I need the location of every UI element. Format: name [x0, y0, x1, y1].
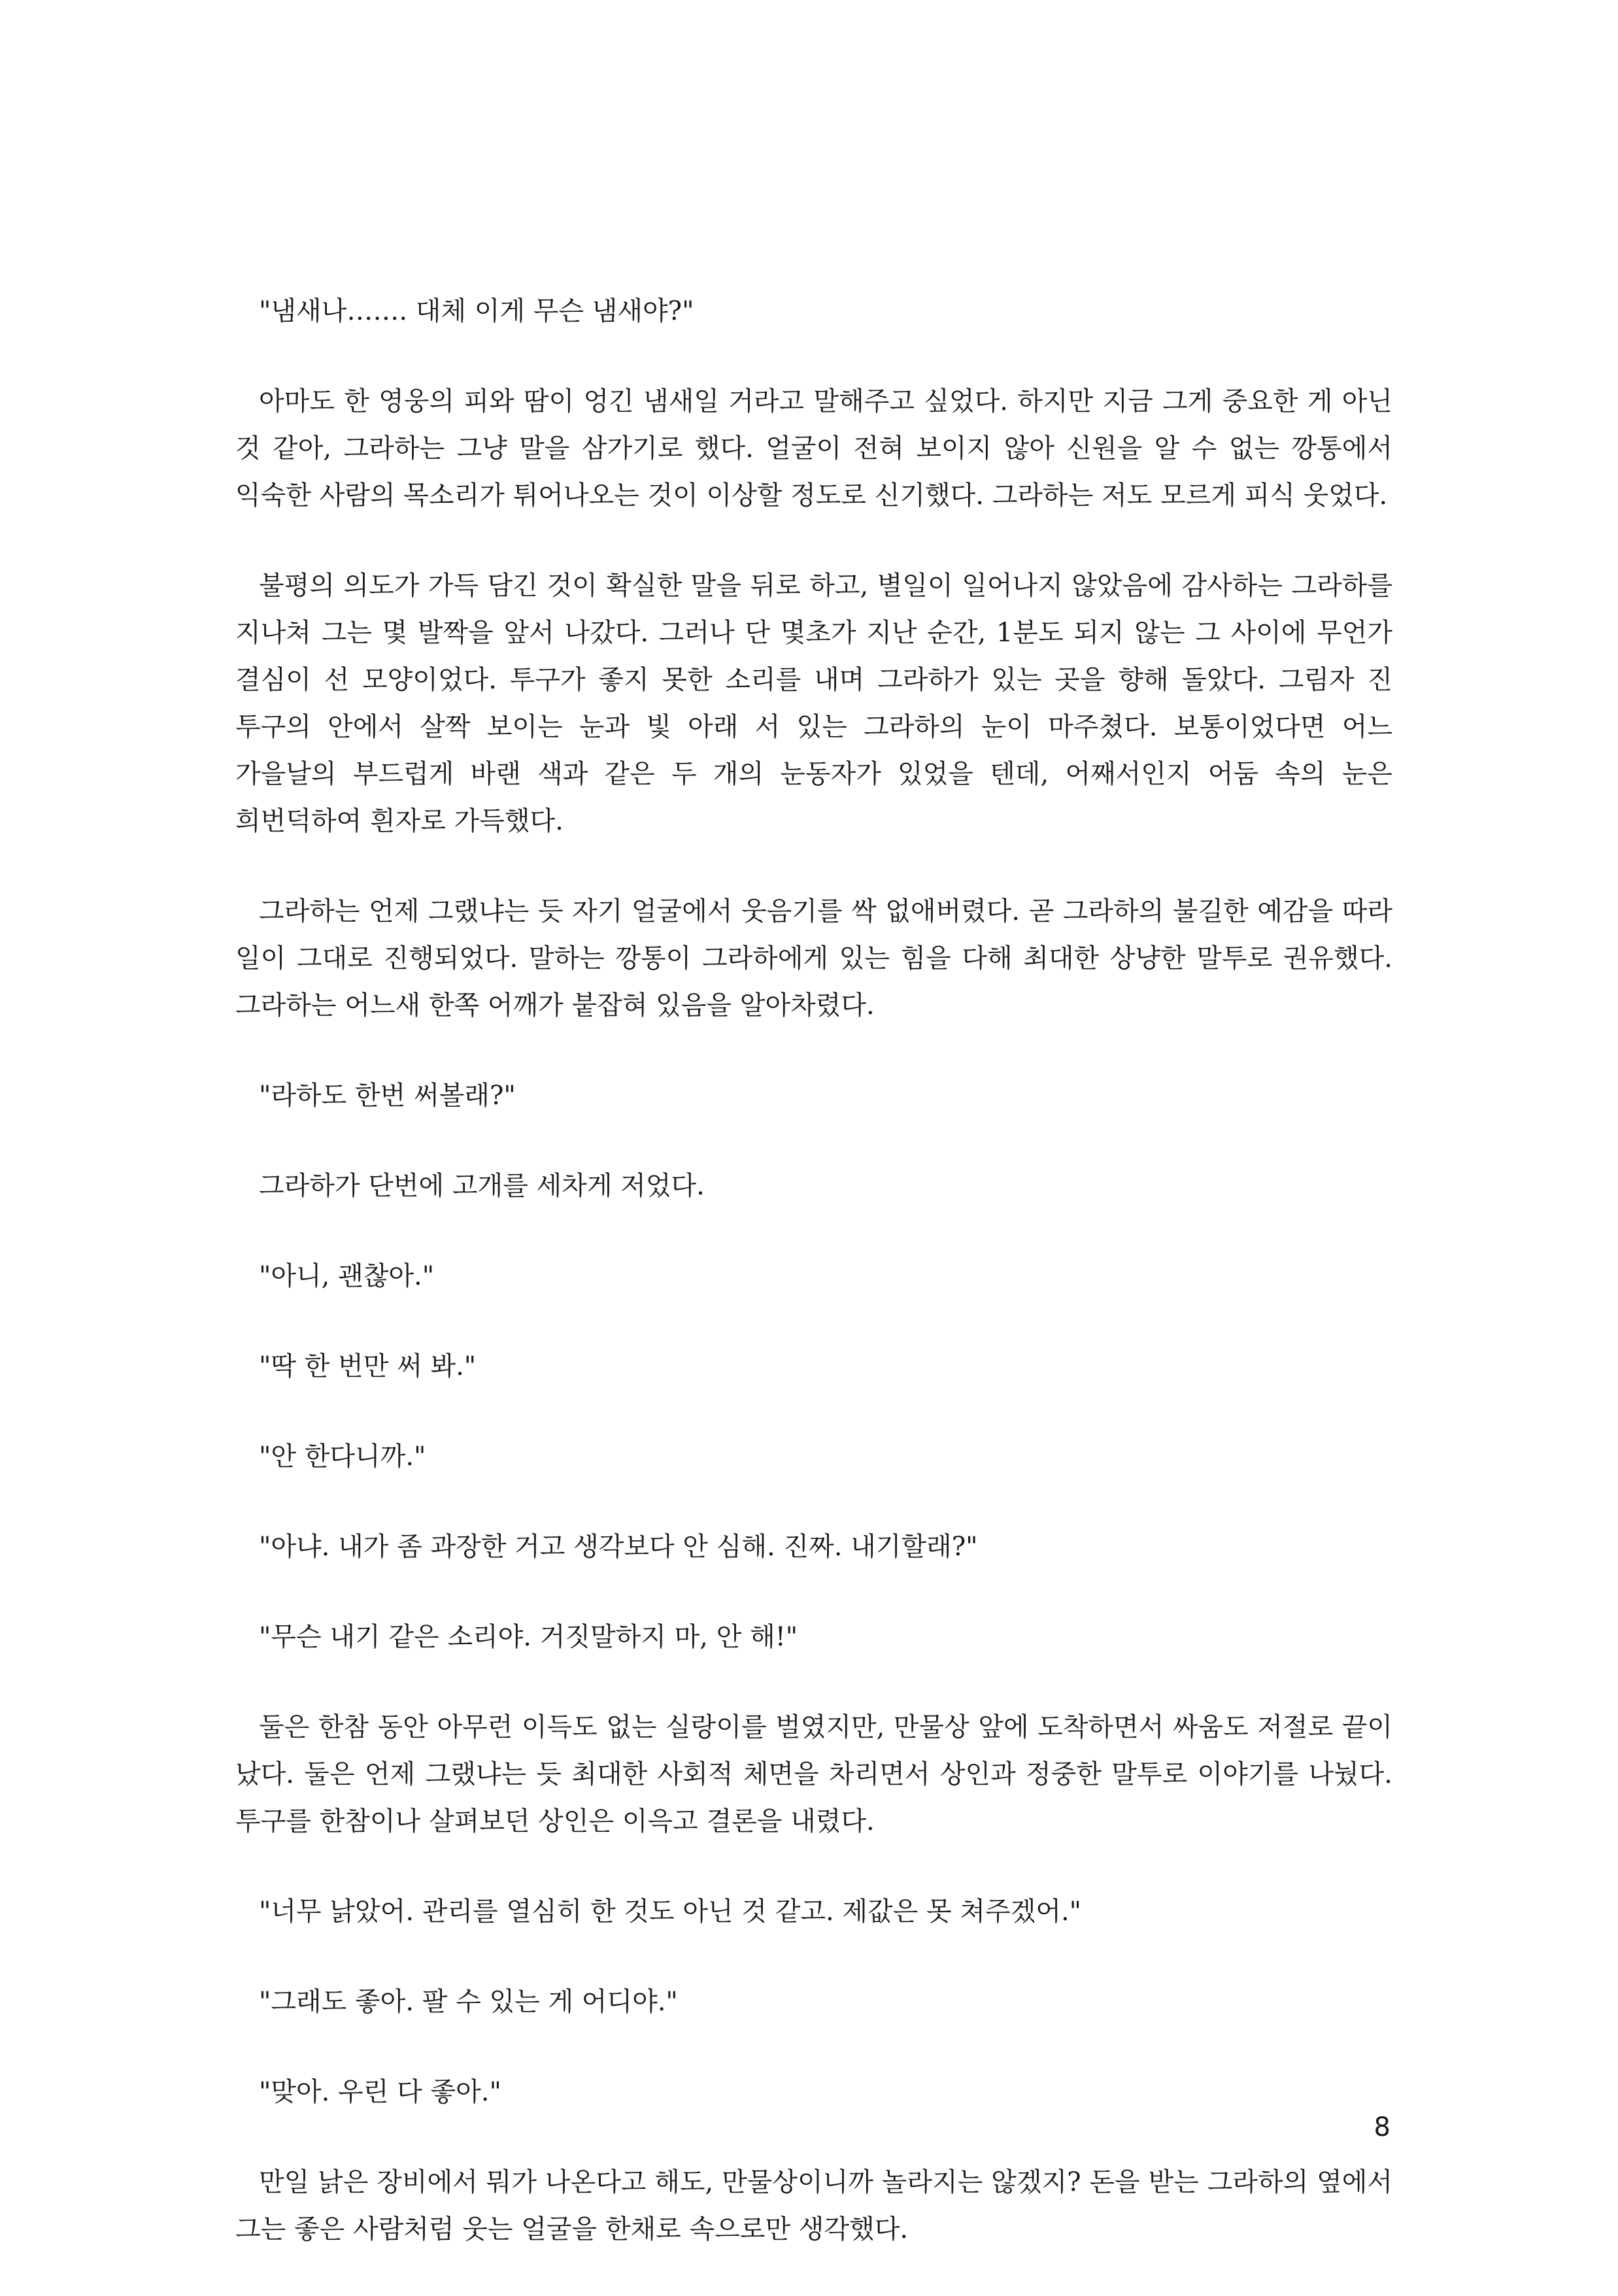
paragraph-dialogue: "아냐. 내가 좀 과장한 거고 생각보다 안 심해. 진짜. 내기할래?" [259, 1532, 978, 1562]
paragraph-dialogue: "너무 낡았어. 관리를 열심히 한 것도 아닌 것 같고. 제값은 못 쳐주겠어." [259, 1897, 1082, 1927]
paragraph-dialogue: "라하도 한번 써볼래?" [259, 1081, 516, 1111]
paragraph-dialogue: "딱 한 번만 써 봐." [259, 1351, 477, 1381]
document-body [235, 288, 1392, 2296]
paragraph-narration: 불평의 의도가 가득 담긴 것이 확실한 말을 뒤로 하고, 별일이 일어나지 않았음에 감사하는 그라하를 지나쳐 그는 몇 발짝을 앞서 나갔다. 그러나 단 몇초가 지난 순간, 1분도 되지 않는 그 사이에 무언가 결심이 선 모양이었다. 투구가 좋지 못한 소리를 내며 그라하가 있는 곳을 향해 돌았다. 그림자 진 투구의 안에서 살짝 보이는 눈과 빛 아래 서 있는 그라하의 눈이 마주쳤다. 보통이었다면 어느 가을날의 부드럽게 바랜 색과 같은 두 개의 눈동자가 있었을 텐데, 어째서인지 어둠 속의 눈은 희번덕하여 흰자로 가득했다. [235, 571, 1392, 836]
paragraph-dialogue: "냄새나……. 대체 이게 무슨 냄새야?" [259, 296, 694, 326]
paragraph-dialogue: "아니, 괜찮아." [259, 1261, 435, 1291]
paragraph-dialogue: "맞아. 우린 다 좋아." [259, 2077, 501, 2107]
paragraph-narration: 아마도 한 영웅의 피와 땀이 엉긴 냄새일 거라고 말해주고 싶었다. 하지만 지금 그게 중요한 게 아닌 것 같아, 그라하는 그냥 말을 삼가기로 했다. 얼굴이 전혀 보이지 않아 신원을 알 수 없는 깡통에서 익숙한 사람의 목소리가 튀어나오는 것이 이상할 정도로 신기했다. 그라하는 저도 모르게 피식 웃었다. [235, 386, 1392, 511]
paragraph-dialogue: "안 한다니까." [259, 1442, 426, 1472]
paragraph-narration: 그라하는 언제 그랬냐는 듯 자기 얼굴에서 웃음기를 싹 없애버렸다. 곧 그라하의 불길한 예감을 따라 일이 그대로 진행되었다. 말하는 깡통이 그라하에게 있는 힘을 다해 최대한 상냥한 말투로 권유했다. 그라하는 어느새 한쪽 어깨가 붙잡혀 있음을 알아차렸다. [235, 896, 1392, 1021]
paragraph-dialogue: "무슨 내기 같은 소리야. 거짓말하지 마, 안 해!" [259, 1622, 798, 1652]
paragraph-narration: 그라하가 단번에 고개를 세차게 저었다. [259, 1171, 705, 1201]
page-number: 8 [1374, 2112, 1390, 2142]
paragraph-narration: 둘은 한참 동안 아무런 이득도 없는 실랑이를 벌였지만, 만물상 앞에 도착하면서 싸움도 저절로 끝이 났다. 둘은 언제 그랬냐는 듯 최대한 사회적 체면을 차리면서 상인과 정중한 말투로 이야기를 나눴다. 투구를 한참이나 살펴보던 상인은 이윽고 결론을 내렸다. [235, 1712, 1392, 1836]
paragraph-dialogue: "그래도 좋아. 팔 수 있는 게 어디야." [259, 1987, 678, 2017]
paragraph-narration: 만일 낡은 장비에서 뭐가 나온다고 해도, 만물상이니까 놀라지는 않겠지? 돈을 받는 그라하의 옆에서 그는 좋은 사람처럼 웃는 얼굴을 한채로 속으로만 생각했다. [235, 2167, 1392, 2244]
